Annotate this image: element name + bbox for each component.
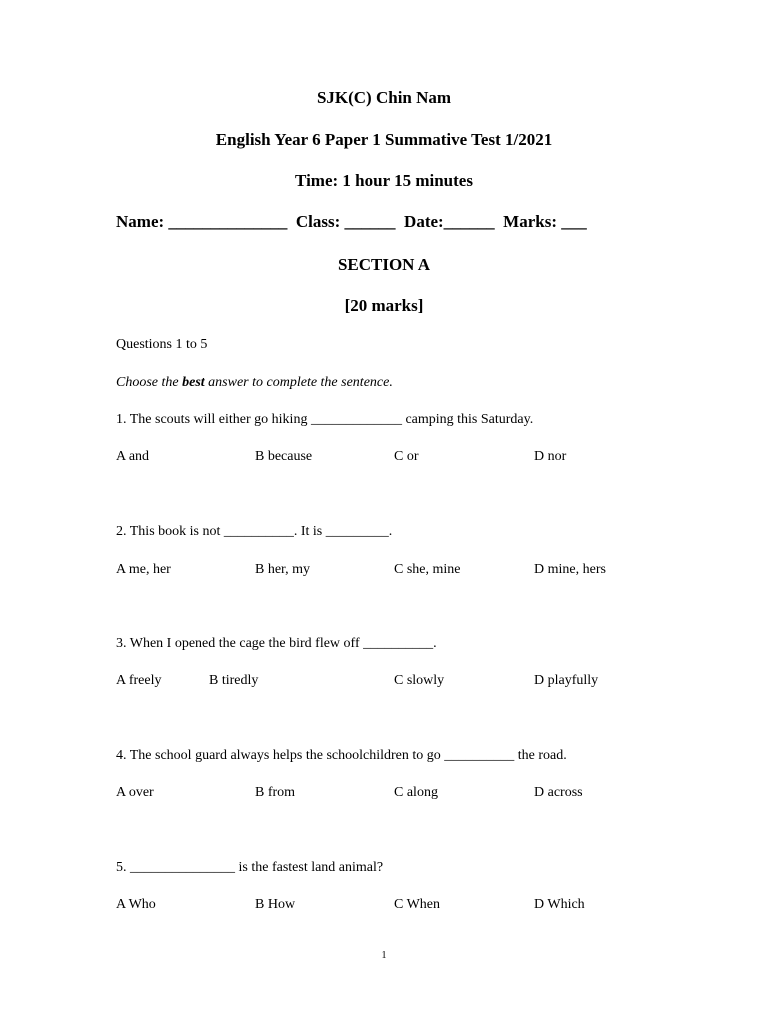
- question-2-option-d: D mine, hers: [534, 562, 606, 577]
- question-1-option-a: A and: [116, 449, 150, 464]
- question-2-option-c: C she, mine: [394, 562, 461, 577]
- question-5-option-a: A Who: [116, 897, 156, 912]
- section-marks: [20 marks]: [344, 296, 424, 315]
- instruction-text: [116, 374, 393, 392]
- question-4-option-b: B from: [255, 785, 296, 800]
- instruction-prefix: Choose the: [116, 375, 183, 390]
- question-2-option-a: A me, her: [116, 562, 171, 577]
- page-number: 1: [381, 950, 387, 961]
- test-title: English Year 6 Paper 1 Summative Test 1/2021: [215, 130, 553, 149]
- question-5-text: 5. _______________ is the fastest land animal?: [116, 860, 384, 875]
- instruction-suffix: answer to complete the sentence.: [204, 375, 393, 390]
- school-name: SJK(C) Chin Nam: [316, 88, 452, 107]
- question-range: Questions 1 to 5: [116, 337, 208, 352]
- question-3-option-c: C slowly: [394, 673, 445, 688]
- instruction-emphasis: best: [182, 375, 205, 390]
- question-3-option-a: A freely: [116, 673, 162, 688]
- question-1-text: 1. The scouts will either go hiking _____________ camping this Saturday.: [116, 412, 534, 427]
- question-3-text: 3. When I opened the cage the bird flew off __________.: [116, 636, 437, 651]
- question-1-option-c: C or: [394, 449, 419, 464]
- question-3-option-d: D playfully: [534, 673, 599, 688]
- question-4-option-d: D across: [534, 785, 583, 800]
- section-title: SECTION A: [337, 255, 431, 274]
- question-1-option-d: D nor: [534, 449, 567, 464]
- question-2-text: 2. This book is not __________. It is _________.: [116, 524, 393, 539]
- question-4-option-a: A over: [116, 785, 154, 800]
- time-allowed: Time: 1 hour 15 minutes: [295, 171, 473, 190]
- question-4-option-c: C along: [394, 785, 438, 800]
- question-5-option-b: B How: [255, 897, 296, 912]
- question-5-option-c: C When: [394, 897, 441, 912]
- question-5-option-d: D Which: [534, 897, 585, 912]
- question-1-option-b: B because: [255, 449, 313, 464]
- question-3-option-b: B tiredly: [209, 673, 259, 688]
- student-details-line: Name: ______________ Class: ______ Date:______ Marks: ___: [116, 212, 587, 231]
- question-4-text: 4. The school guard always helps the schoolchildren to go __________ the road.: [116, 748, 567, 763]
- question-2-option-b: B her, my: [255, 562, 311, 577]
